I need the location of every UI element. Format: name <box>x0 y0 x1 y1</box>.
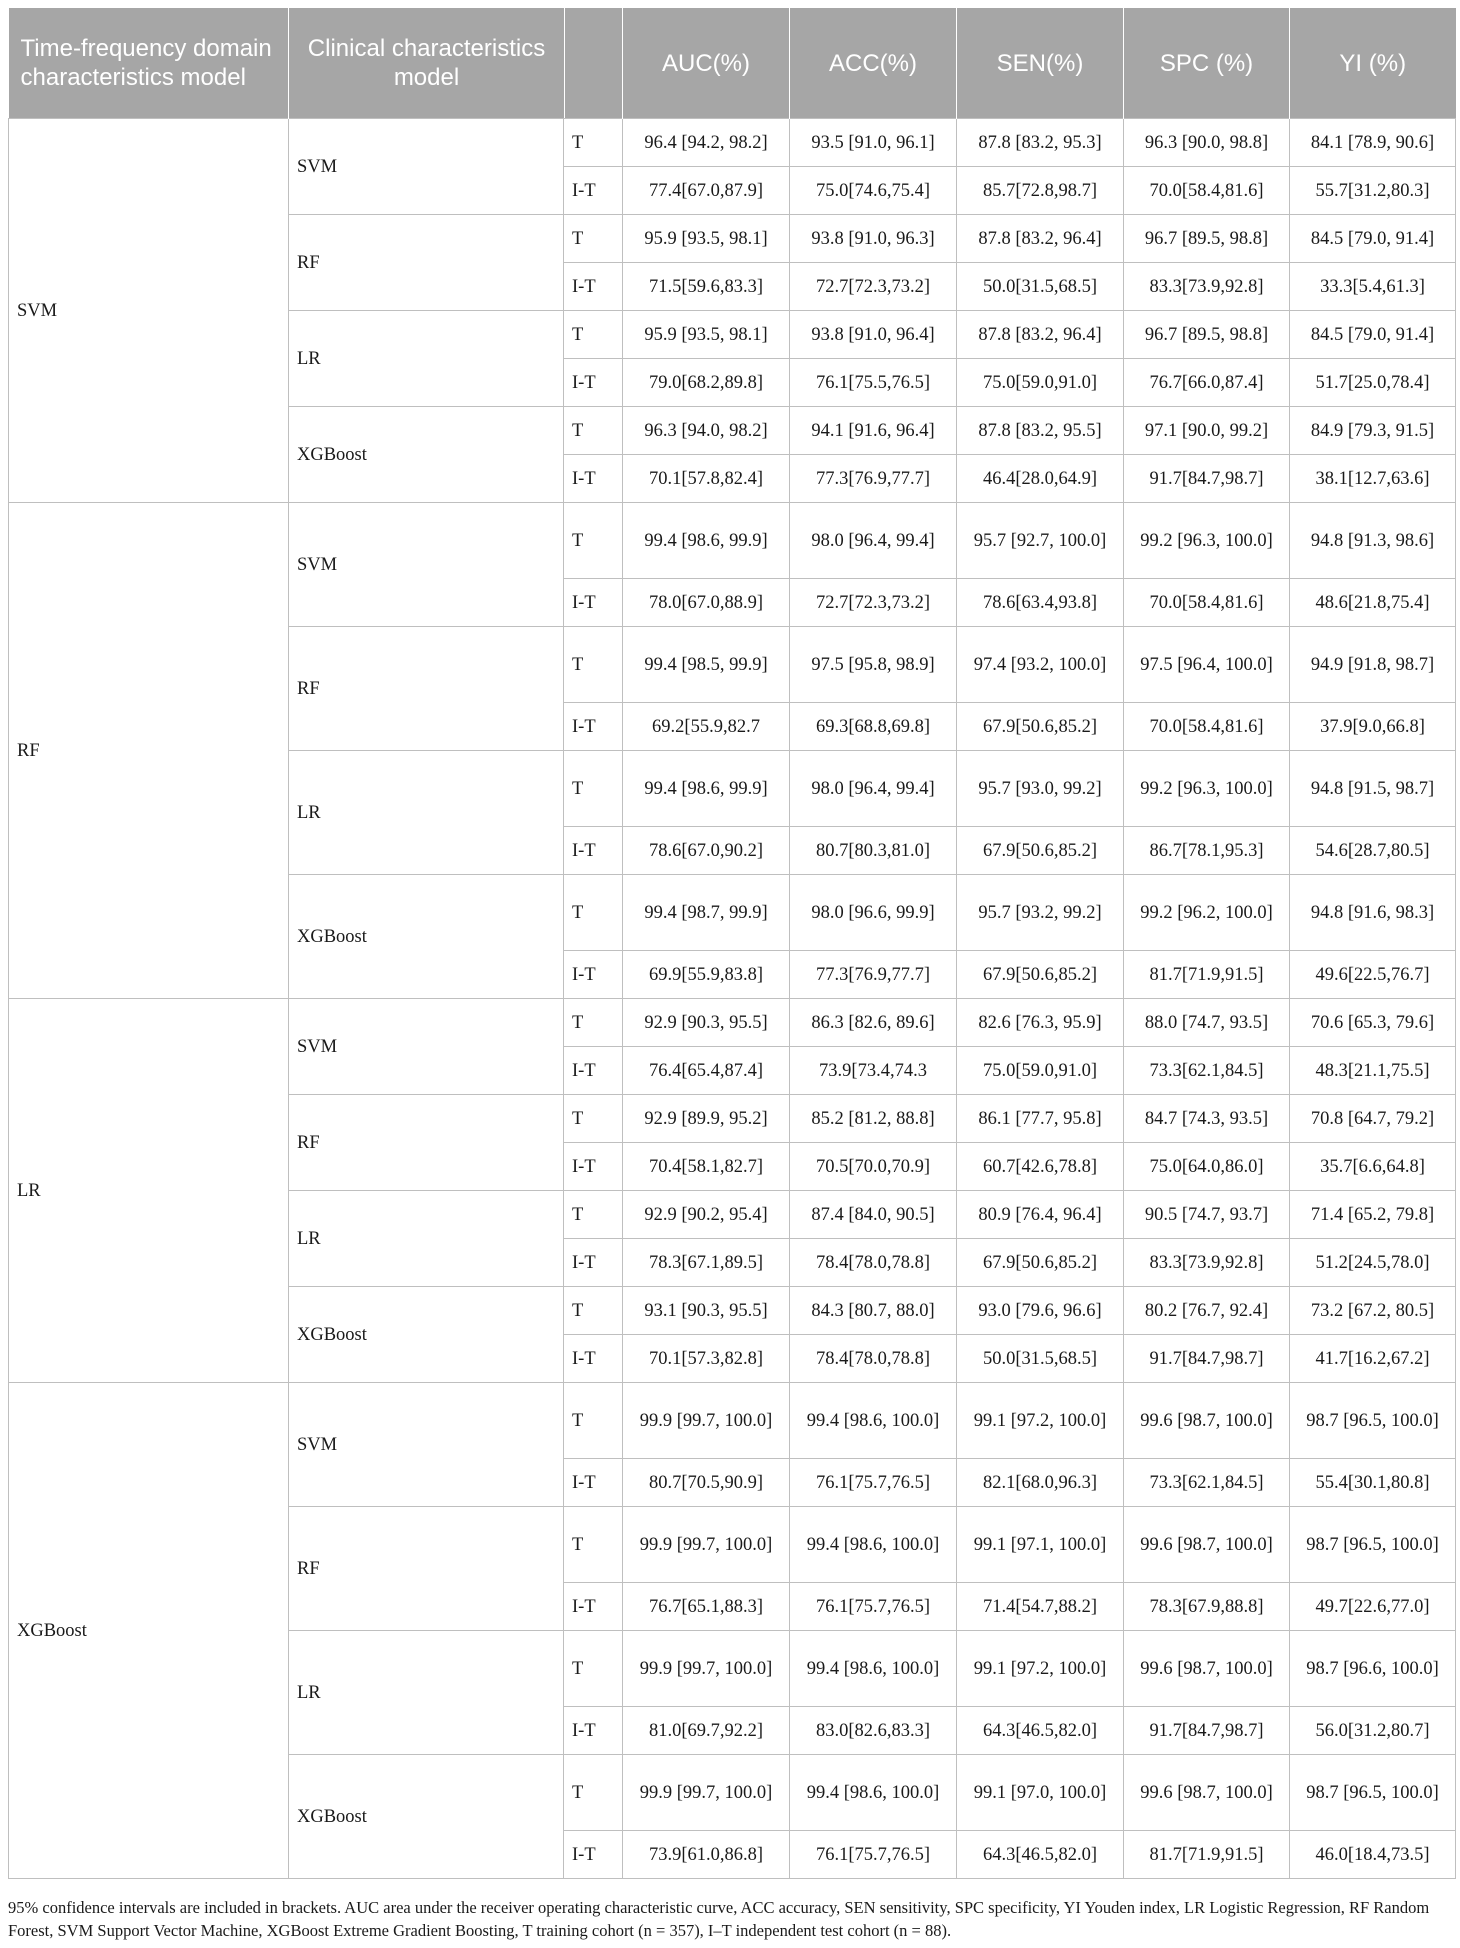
sen-value-cell: 80.9 [76.4, 96.4] <box>957 1191 1124 1239</box>
clin-model-cell: XGBoost <box>289 1755 564 1879</box>
cohort-cell: I-T <box>564 1831 623 1879</box>
spc-value-cell: 97.1 [90.0, 99.2] <box>1124 407 1290 455</box>
sen-value-cell: 95.7 [93.2, 99.2] <box>957 875 1124 951</box>
clin-model-cell: LR <box>289 1631 564 1755</box>
sen-value-cell: 95.7 [93.0, 99.2] <box>957 751 1124 827</box>
yi-value-cell: 94.8 [91.5, 98.7] <box>1290 751 1456 827</box>
auc-value-cell: 78.6[67.0,90.2] <box>623 827 790 875</box>
yi-value-cell: 98.7 [96.6, 100.0] <box>1290 1631 1456 1707</box>
clin-model-cell: RF <box>289 627 564 751</box>
auc-value-cell: 93.1 [90.3, 95.5] <box>623 1287 790 1335</box>
cohort-cell: T <box>564 311 623 359</box>
yi-value-cell: 71.4 [65.2, 79.8] <box>1290 1191 1456 1239</box>
table-row <box>9 999 1456 1047</box>
cohort-cell: T <box>564 999 623 1047</box>
spc-value-cell: 96.7 [89.5, 98.8] <box>1124 311 1290 359</box>
auc-value-cell: 95.9 [93.5, 98.1] <box>623 215 790 263</box>
cohort-cell: T <box>564 503 623 579</box>
cohort-cell: I-T <box>564 1583 623 1631</box>
sen-value-cell: 99.1 [97.2, 100.0] <box>957 1631 1124 1707</box>
clin-model-cell: SVM <box>289 119 564 215</box>
cohort-cell: I-T <box>564 1335 623 1383</box>
spc-value-cell: 73.3[62.1,84.5] <box>1124 1047 1290 1095</box>
acc-value-cell: 73.9[73.4,74.3 <box>790 1047 957 1095</box>
yi-value-cell: 70.8 [64.7, 79.2] <box>1290 1095 1456 1143</box>
sen-value-cell: 95.7 [92.7, 100.0] <box>957 503 1124 579</box>
auc-value-cell: 99.9 [99.7, 100.0] <box>623 1631 790 1707</box>
cohort-cell: T <box>564 1383 623 1459</box>
sen-value-cell: 75.0[59.0,91.0] <box>957 359 1124 407</box>
auc-value-cell: 96.3 [94.0, 98.2] <box>623 407 790 455</box>
header-acc: ACC(%) <box>790 8 957 119</box>
yi-value-cell: 84.5 [79.0, 91.4] <box>1290 311 1456 359</box>
sen-value-cell: 67.9[50.6,85.2] <box>957 1239 1124 1287</box>
yi-value-cell: 46.0[18.4,73.5] <box>1290 1831 1456 1879</box>
clin-model-cell: LR <box>289 1191 564 1287</box>
cohort-cell: T <box>564 627 623 703</box>
cohort-cell: T <box>564 1191 623 1239</box>
spc-value-cell: 90.5 [74.7, 93.7] <box>1124 1191 1290 1239</box>
sen-value-cell: 64.3[46.5,82.0] <box>957 1831 1124 1879</box>
auc-value-cell: 92.9 [90.3, 95.5] <box>623 999 790 1047</box>
yi-value-cell: 51.2[24.5,78.0] <box>1290 1239 1456 1287</box>
sen-value-cell: 99.1 [97.0, 100.0] <box>957 1755 1124 1831</box>
auc-value-cell: 73.9[61.0,86.8] <box>623 1831 790 1879</box>
spc-value-cell: 97.5 [96.4, 100.0] <box>1124 627 1290 703</box>
clin-model-cell: SVM <box>289 1383 564 1507</box>
clin-model-cell: LR <box>289 751 564 875</box>
tf-model-cell: XGBoost <box>9 1383 289 1879</box>
yi-value-cell: 94.9 [91.8, 98.7] <box>1290 627 1456 703</box>
yi-value-cell: 84.5 [79.0, 91.4] <box>1290 215 1456 263</box>
header-clin-model: Clinical characteristics model <box>307 35 546 91</box>
sen-value-cell: 93.0 [79.6, 96.6] <box>957 1287 1124 1335</box>
yi-value-cell: 35.7[6.6,64.8] <box>1290 1143 1456 1191</box>
spc-value-cell: 99.6 [98.7, 100.0] <box>1124 1507 1290 1583</box>
cohort-cell: I-T <box>564 827 623 875</box>
header-row <box>9 8 1456 119</box>
auc-value-cell: 92.9 [89.9, 95.2] <box>623 1095 790 1143</box>
auc-value-cell: 99.4 [98.5, 99.9] <box>623 627 790 703</box>
yi-value-cell: 49.7[22.6,77.0] <box>1290 1583 1456 1631</box>
cohort-cell: I-T <box>564 1047 623 1095</box>
auc-value-cell: 76.4[65.4,87.4] <box>623 1047 790 1095</box>
auc-value-cell: 70.1[57.8,82.4] <box>623 455 790 503</box>
yi-value-cell: 94.8 [91.6, 98.3] <box>1290 875 1456 951</box>
auc-value-cell: 77.4[67.0,87.9] <box>623 167 790 215</box>
table-row <box>9 119 1456 167</box>
spc-value-cell: 75.0[64.0,86.0] <box>1124 1143 1290 1191</box>
yi-value-cell: 98.7 [96.5, 100.0] <box>1290 1755 1456 1831</box>
sen-value-cell: 87.8 [83.2, 95.3] <box>957 119 1124 167</box>
auc-value-cell: 99.9 [99.7, 100.0] <box>623 1383 790 1459</box>
sen-value-cell: 71.4[54.7,88.2] <box>957 1583 1124 1631</box>
sen-value-cell: 46.4[28.0,64.9] <box>957 455 1124 503</box>
cohort-cell: I-T <box>564 1707 623 1755</box>
yi-value-cell: 55.7[31.2,80.3] <box>1290 167 1456 215</box>
acc-value-cell: 93.8 [91.0, 96.4] <box>790 311 957 359</box>
cohort-cell: I-T <box>564 263 623 311</box>
acc-value-cell: 72.7[72.3,73.2] <box>790 263 957 311</box>
spc-value-cell: 99.6 [98.7, 100.0] <box>1124 1383 1290 1459</box>
acc-value-cell: 99.4 [98.6, 100.0] <box>790 1383 957 1459</box>
cohort-cell: T <box>564 1287 623 1335</box>
yi-value-cell: 73.2 [67.2, 80.5] <box>1290 1287 1456 1335</box>
cohort-cell: T <box>564 1507 623 1583</box>
sen-value-cell: 67.9[50.6,85.2] <box>957 703 1124 751</box>
spc-value-cell: 83.3[73.9,92.8] <box>1124 263 1290 311</box>
auc-value-cell: 70.4[58.1,82.7] <box>623 1143 790 1191</box>
header-yi: YI (%) <box>1290 8 1456 119</box>
clin-model-cell: SVM <box>289 503 564 627</box>
auc-value-cell: 96.4 [94.2, 98.2] <box>623 119 790 167</box>
results-table <box>8 8 1456 1879</box>
sen-value-cell: 82.1[68.0,96.3] <box>957 1459 1124 1507</box>
yi-value-cell: 98.7 [96.5, 100.0] <box>1290 1383 1456 1459</box>
cohort-cell: T <box>564 1095 623 1143</box>
clin-model-cell: XGBoost <box>289 875 564 999</box>
sen-value-cell: 67.9[50.6,85.2] <box>957 951 1124 999</box>
acc-value-cell: 97.5 [95.8, 98.9] <box>790 627 957 703</box>
sen-value-cell: 50.0[31.5,68.5] <box>957 1335 1124 1383</box>
yi-value-cell: 56.0[31.2,80.7] <box>1290 1707 1456 1755</box>
spc-value-cell: 88.0 [74.7, 93.5] <box>1124 999 1290 1047</box>
yi-value-cell: 55.4[30.1,80.8] <box>1290 1459 1456 1507</box>
acc-value-cell: 86.3 [82.6, 89.6] <box>790 999 957 1047</box>
auc-value-cell: 71.5[59.6,83.3] <box>623 263 790 311</box>
spc-value-cell: 91.7[84.7,98.7] <box>1124 455 1290 503</box>
table-row <box>9 1383 1456 1459</box>
cohort-cell: T <box>564 119 623 167</box>
footnote: 95% confidence intervals are included in brackets. AUC area under the receiver operating characteristic curve, ACC accuracy, SEN sensitivity, SPC specificity, YI Youden index, LR Logistic Regression, RF Random Forest, SVM Support Vector Machine, XGBoost Extreme Gradient Boosting, T training cohort (n = 357), I–T independent test cohort (n = 88). <box>8 1898 1430 1940</box>
sen-value-cell: 50.0[31.5,68.5] <box>957 263 1124 311</box>
cohort-cell: I-T <box>564 167 623 215</box>
acc-value-cell: 93.5 [91.0, 96.1] <box>790 119 957 167</box>
acc-value-cell: 70.5[70.0,70.9] <box>790 1143 957 1191</box>
table-row <box>9 503 1456 579</box>
spc-value-cell: 91.7[84.7,98.7] <box>1124 1335 1290 1383</box>
clin-model-cell: RF <box>289 1095 564 1191</box>
yi-value-cell: 37.9[9.0,66.8] <box>1290 703 1456 751</box>
acc-value-cell: 76.1[75.5,76.5] <box>790 359 957 407</box>
clin-model-cell: XGBoost <box>289 407 564 503</box>
auc-value-cell: 99.4 [98.6, 99.9] <box>623 751 790 827</box>
sen-value-cell: 87.8 [83.2, 95.5] <box>957 407 1124 455</box>
clin-model-cell: LR <box>289 311 564 407</box>
sen-value-cell: 99.1 [97.2, 100.0] <box>957 1383 1124 1459</box>
auc-value-cell: 78.3[67.1,89.5] <box>623 1239 790 1287</box>
spc-value-cell: 80.2 [76.7, 92.4] <box>1124 1287 1290 1335</box>
cohort-cell: I-T <box>564 703 623 751</box>
yi-value-cell: 70.6 [65.3, 79.6] <box>1290 999 1456 1047</box>
auc-value-cell: 99.4 [98.7, 99.9] <box>623 875 790 951</box>
sen-value-cell: 82.6 [76.3, 95.9] <box>957 999 1124 1047</box>
yi-value-cell: 48.3[21.1,75.5] <box>1290 1047 1456 1095</box>
cohort-cell: T <box>564 215 623 263</box>
spc-value-cell: 70.0[58.4,81.6] <box>1124 703 1290 751</box>
clin-model-cell: XGBoost <box>289 1287 564 1383</box>
acc-value-cell: 83.0[82.6,83.3] <box>790 1707 957 1755</box>
auc-value-cell: 79.0[68.2,89.8] <box>623 359 790 407</box>
header-tf-model: Time-frequency domain characteristics model <box>9 8 289 119</box>
auc-value-cell: 69.9[55.9,83.8] <box>623 951 790 999</box>
tf-model-cell: RF <box>9 503 289 999</box>
cohort-cell: T <box>564 407 623 455</box>
auc-value-cell: 99.4 [98.6, 99.9] <box>623 503 790 579</box>
spc-value-cell: 86.7[78.1,95.3] <box>1124 827 1290 875</box>
sen-value-cell: 67.9[50.6,85.2] <box>957 827 1124 875</box>
cohort-cell: T <box>564 751 623 827</box>
cohort-cell: T <box>564 1631 623 1707</box>
spc-value-cell: 91.7[84.7,98.7] <box>1124 1707 1290 1755</box>
cohort-cell: I-T <box>564 1239 623 1287</box>
acc-value-cell: 76.1[75.7,76.5] <box>790 1583 957 1631</box>
yi-value-cell: 98.7 [96.5, 100.0] <box>1290 1507 1456 1583</box>
spc-value-cell: 81.7[71.9,91.5] <box>1124 951 1290 999</box>
yi-value-cell: 49.6[22.5,76.7] <box>1290 951 1456 999</box>
acc-value-cell: 76.1[75.7,76.5] <box>790 1831 957 1879</box>
acc-value-cell: 78.4[78.0,78.8] <box>790 1239 957 1287</box>
acc-value-cell: 98.0 [96.4, 99.4] <box>790 503 957 579</box>
header-spc: SPC (%) <box>1124 8 1290 119</box>
spc-value-cell: 70.0[58.4,81.6] <box>1124 579 1290 627</box>
acc-value-cell: 77.3[76.9,77.7] <box>790 455 957 503</box>
header-sen: SEN(%) <box>957 8 1124 119</box>
acc-value-cell: 87.4 [84.0, 90.5] <box>790 1191 957 1239</box>
cohort-cell: I-T <box>564 455 623 503</box>
sen-value-cell: 87.8 [83.2, 96.4] <box>957 311 1124 359</box>
acc-value-cell: 78.4[78.0,78.8] <box>790 1335 957 1383</box>
spc-value-cell: 96.3 [90.0, 98.8] <box>1124 119 1290 167</box>
header-clin-split <box>289 8 623 119</box>
acc-value-cell: 99.4 [98.6, 100.0] <box>790 1507 957 1583</box>
tf-model-cell: LR <box>9 999 289 1383</box>
clin-model-cell: RF <box>289 1507 564 1631</box>
cohort-cell: I-T <box>564 1143 623 1191</box>
sen-value-cell: 64.3[46.5,82.0] <box>957 1707 1124 1755</box>
cohort-cell: I-T <box>564 359 623 407</box>
cohort-cell: I-T <box>564 579 623 627</box>
acc-value-cell: 98.0 [96.4, 99.4] <box>790 751 957 827</box>
yi-value-cell: 48.6[21.8,75.4] <box>1290 579 1456 627</box>
acc-value-cell: 98.0 [96.6, 99.9] <box>790 875 957 951</box>
header-cohort <box>564 8 622 118</box>
sen-value-cell: 60.7[42.6,78.8] <box>957 1143 1124 1191</box>
auc-value-cell: 92.9 [90.2, 95.4] <box>623 1191 790 1239</box>
sen-value-cell: 87.8 [83.2, 96.4] <box>957 215 1124 263</box>
acc-value-cell: 85.2 [81.2, 88.8] <box>790 1095 957 1143</box>
auc-value-cell: 69.2[55.9,82.7 <box>623 703 790 751</box>
table-body <box>9 119 1456 1879</box>
spc-value-cell: 84.7 [74.3, 93.5] <box>1124 1095 1290 1143</box>
sen-value-cell: 75.0[59.0,91.0] <box>957 1047 1124 1095</box>
acc-value-cell: 94.1 [91.6, 96.4] <box>790 407 957 455</box>
auc-value-cell: 76.7[65.1,88.3] <box>623 1583 790 1631</box>
acc-value-cell: 99.4 [98.6, 100.0] <box>790 1631 957 1707</box>
auc-value-cell: 80.7[70.5,90.9] <box>623 1459 790 1507</box>
spc-value-cell: 99.2 [96.3, 100.0] <box>1124 751 1290 827</box>
yi-value-cell: 54.6[28.7,80.5] <box>1290 827 1456 875</box>
sen-value-cell: 86.1 [77.7, 95.8] <box>957 1095 1124 1143</box>
acc-value-cell: 84.3 [80.7, 88.0] <box>790 1287 957 1335</box>
tf-model-cell: SVM <box>9 119 289 503</box>
cohort-cell: T <box>564 1755 623 1831</box>
yi-value-cell: 41.7[16.2,67.2] <box>1290 1335 1456 1383</box>
auc-value-cell: 95.9 [93.5, 98.1] <box>623 311 790 359</box>
acc-value-cell: 99.4 [98.6, 100.0] <box>790 1755 957 1831</box>
auc-value-cell: 99.9 [99.7, 100.0] <box>623 1507 790 1583</box>
acc-value-cell: 75.0[74.6,75.4] <box>790 167 957 215</box>
acc-value-cell: 93.8 [91.0, 96.3] <box>790 215 957 263</box>
sen-value-cell: 99.1 [97.1, 100.0] <box>957 1507 1124 1583</box>
spc-value-cell: 99.2 [96.3, 100.0] <box>1124 503 1290 579</box>
auc-value-cell: 78.0[67.0,88.9] <box>623 579 790 627</box>
auc-value-cell: 81.0[69.7,92.2] <box>623 1707 790 1755</box>
spc-value-cell: 81.7[71.9,91.5] <box>1124 1831 1290 1879</box>
acc-value-cell: 76.1[75.7,76.5] <box>790 1459 957 1507</box>
yi-value-cell: 94.8 [91.3, 98.6] <box>1290 503 1456 579</box>
auc-value-cell: 70.1[57.3,82.8] <box>623 1335 790 1383</box>
sen-value-cell: 85.7[72.8,98.7] <box>957 167 1124 215</box>
clin-model-cell: SVM <box>289 999 564 1095</box>
spc-value-cell: 78.3[67.9,88.8] <box>1124 1583 1290 1631</box>
acc-value-cell: 69.3[68.8,69.8] <box>790 703 957 751</box>
yi-value-cell: 51.7[25.0,78.4] <box>1290 359 1456 407</box>
auc-value-cell: 99.9 [99.7, 100.0] <box>623 1755 790 1831</box>
yi-value-cell: 84.1 [78.9, 90.6] <box>1290 119 1456 167</box>
acc-value-cell: 80.7[80.3,81.0] <box>790 827 957 875</box>
spc-value-cell: 83.3[73.9,92.8] <box>1124 1239 1290 1287</box>
sen-value-cell: 97.4 [93.2, 100.0] <box>957 627 1124 703</box>
sen-value-cell: 78.6[63.4,93.8] <box>957 579 1124 627</box>
spc-value-cell: 99.2 [96.2, 100.0] <box>1124 875 1290 951</box>
spc-value-cell: 99.6 [98.7, 100.0] <box>1124 1755 1290 1831</box>
cohort-cell: I-T <box>564 1459 623 1507</box>
yi-value-cell: 33.3[5.4,61.3] <box>1290 263 1456 311</box>
spc-value-cell: 70.0[58.4,81.6] <box>1124 167 1290 215</box>
yi-value-cell: 38.1[12.7,63.6] <box>1290 455 1456 503</box>
acc-value-cell: 72.7[72.3,73.2] <box>790 579 957 627</box>
header-auc: AUC(%) <box>623 8 790 119</box>
cohort-cell: T <box>564 875 623 951</box>
cohort-cell: I-T <box>564 951 623 999</box>
spc-value-cell: 76.7[66.0,87.4] <box>1124 359 1290 407</box>
acc-value-cell: 77.3[76.9,77.7] <box>790 951 957 999</box>
spc-value-cell: 73.3[62.1,84.5] <box>1124 1459 1290 1507</box>
spc-value-cell: 99.6 [98.7, 100.0] <box>1124 1631 1290 1707</box>
clin-model-cell: RF <box>289 215 564 311</box>
spc-value-cell: 96.7 [89.5, 98.8] <box>1124 215 1290 263</box>
yi-value-cell: 84.9 [79.3, 91.5] <box>1290 407 1456 455</box>
